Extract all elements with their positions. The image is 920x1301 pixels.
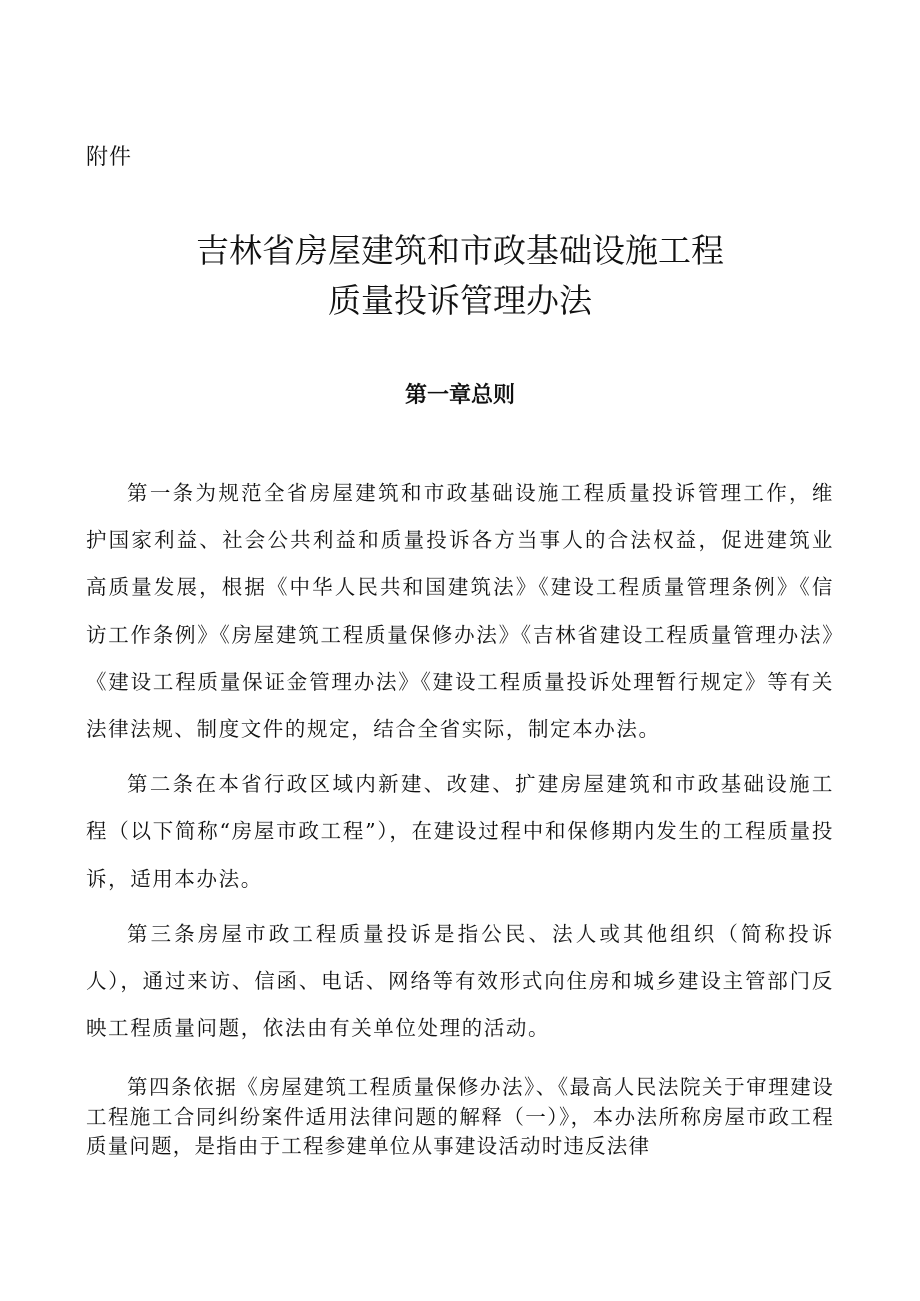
- document-body: [86, 470, 834, 1162]
- article-2-paragraph: 第二条在本省行政区域内新建、改建、扩建房屋建筑和市政基础设施工程（以下简称“房屋市政工程”），在建设过程中和保修期内发生的工程质量投诉，适用本办法。: [86, 772, 834, 891]
- title-line-2: 质量投诉管理办法: [328, 281, 592, 320]
- title-line-1: 吉林省房屋建筑和市政基础设施工程: [196, 231, 724, 270]
- article-1-paragraph: 第一条为规范全省房屋建筑和市政基础设施工程质量投诉管理工作，维护国家利益、社会公共利益和质量投诉各方当事人的合法权益，促进建筑业高质量发展，根据《中华人民共和国建筑法》《建设工程质量管理条例》《信访工作条例》《房屋建筑工程质量保修办法》《吉林省建设工程质量管理办法》《建设工程质量保证金管理办法》《建设工程质量投诉处理暂行规定》等有关法律法规、制度文件的规定，结合全省实际，制定本办法。: [86, 481, 834, 742]
- article-3-paragraph: 第三条房屋市政工程质量投诉是指公民、法人或其他组织（简称投诉人），通过来访、信函、电话、网络等有效形式向住房和城乡建设主管部门反映工程质量问题，依法由有关单位处理的活动。: [86, 921, 834, 1041]
- chapter-heading: 第一章总则: [404, 383, 515, 408]
- document-title: [0, 226, 920, 326]
- attachment-label: 附件: [86, 145, 133, 170]
- article-4-paragraph: 第四条依据《房屋建筑工程质量保修办法》、《最高人民法院关于审理建设工程施工合同纠纷案件适用法律问题的解释（一）》，本办法所称房屋市政工程质量问题，是指由于工程参建单位从事建设活动时违反法律: [86, 1075, 834, 1159]
